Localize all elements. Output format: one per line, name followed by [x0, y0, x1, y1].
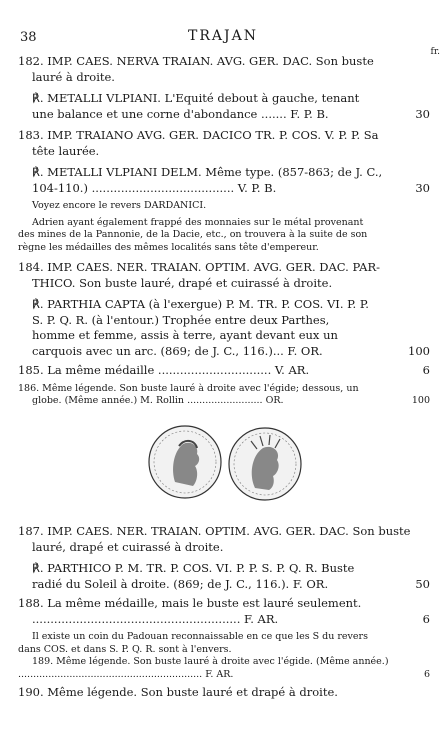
text-line: radié du Soleil à droite. (869; de J. C., 116.). F. OR. 50 — [32, 576, 430, 591]
note-line: des mines de la Pannonie, de la Dacie, etc., on trouvera à la suite de son — [18, 229, 368, 240]
text-line: 182. IMP. CAES. NERVA TRAIAN. AVG. GER. DAC. Son buste — [18, 54, 374, 68]
running-head: TRAJAN — [188, 28, 258, 44]
note-line: Voyez encore le revers DARDANICI. — [32, 200, 207, 211]
price: 30 — [415, 180, 430, 195]
text-line: 188. La même médaille, mais le buste est lauré seulement. — [18, 596, 362, 610]
coin-illustration — [145, 412, 305, 512]
fr-label: fr. — [430, 47, 440, 57]
note-line: règne les médailles des mêmes localités sans tête d'empereur. — [18, 241, 319, 253]
text-line: ......................................................... F. AR. 6 — [32, 611, 430, 626]
text-line: ℟. PARTHIA CAPTA (à l'exergue) P. M. TR. P. COS. VI. P. P. — [32, 297, 369, 311]
text-line: THICO. Son buste lauré, drapé et cuirassé à droite. — [32, 275, 333, 290]
price: 50 — [415, 576, 430, 591]
price: 6 — [422, 363, 430, 377]
note-line: 189. Même légende. Son buste lauré à droite avec l'égide. (Même année.) — [32, 656, 389, 667]
text-line: lauré à droite. — [32, 69, 115, 84]
catalogue-block-bottom — [18, 524, 430, 701]
text-line: 190. Même légende. Son buste lauré et drapé à droite. — [18, 685, 338, 699]
text-line: ℟. METALLI VLPIANI DELM. Même type. (857-863; de J. C., — [32, 165, 383, 179]
text-line: tête laurée. — [32, 143, 100, 158]
text-line: homme et femme, assis à terre, ayant devant eux un — [32, 328, 338, 342]
price: 6 — [422, 611, 430, 626]
price: 100 — [411, 395, 430, 406]
text-line: carquois avec un arc. (869; de J. C., 116.)... F. OR. 100 — [32, 343, 430, 358]
text-line: 184. IMP. CAES. NER. TRAIAN. OPTIM. AVG. GER. DAC. PAR- — [18, 260, 381, 274]
page-number: 38 — [20, 30, 37, 45]
price: 6 — [423, 668, 430, 680]
text-line: 185. La même médaille ............................... V. AR. 6 — [18, 363, 430, 377]
price: 100 — [408, 343, 430, 358]
coin-reverse — [229, 428, 301, 500]
text-line: 183. IMP. TRAIANO AVG. GER. DACICO TR. P. COS. V. P. P. Sa — [18, 128, 379, 142]
note-line: Il existe un coin du Padouan reconnaissable en ce que les S du revers — [32, 631, 368, 642]
text-line: 187. IMP. CAES. NER. TRAIAN. OPTIM. AVG. GER. DAC. Son buste — [18, 524, 411, 538]
text-line: 104-110.) ....................................... V. P. B. 30 — [32, 180, 430, 195]
price: 30 — [415, 106, 430, 121]
note-line: globe. (Même année.) M. Rollin ......................... OR. 100 — [32, 395, 430, 406]
catalogue-block-top — [18, 54, 430, 408]
note-line: dans COS. et dans S. P. Q. R. sont à l'envers. — [18, 643, 232, 655]
coin-obverse — [149, 426, 221, 498]
text-line: une balance et une corne d'abondance ....... F. P. B. 30 — [32, 106, 430, 121]
note-line: ............................................................. F. AR. 6 — [18, 668, 430, 680]
text-line: ℟. PARTHICO P. M. TR. P. COS. VI. P. P. S. P. Q. R. Buste — [32, 561, 355, 575]
text-line: lauré, drapé et cuirassé à droite. — [32, 539, 224, 554]
note-line: 186. Même légende. Son buste lauré à droite avec l'égide; dessous, un — [18, 382, 359, 394]
text-line: ℟. METALLI VLPIANI. L'Equité debout à gauche, tenant — [32, 91, 360, 105]
text-line: S. P. Q. R. (à l'entour.) Trophée entre deux Parthes, — [32, 312, 330, 327]
note-line: Adrien ayant également frappé des monnaies sur le métal provenant — [32, 216, 364, 228]
